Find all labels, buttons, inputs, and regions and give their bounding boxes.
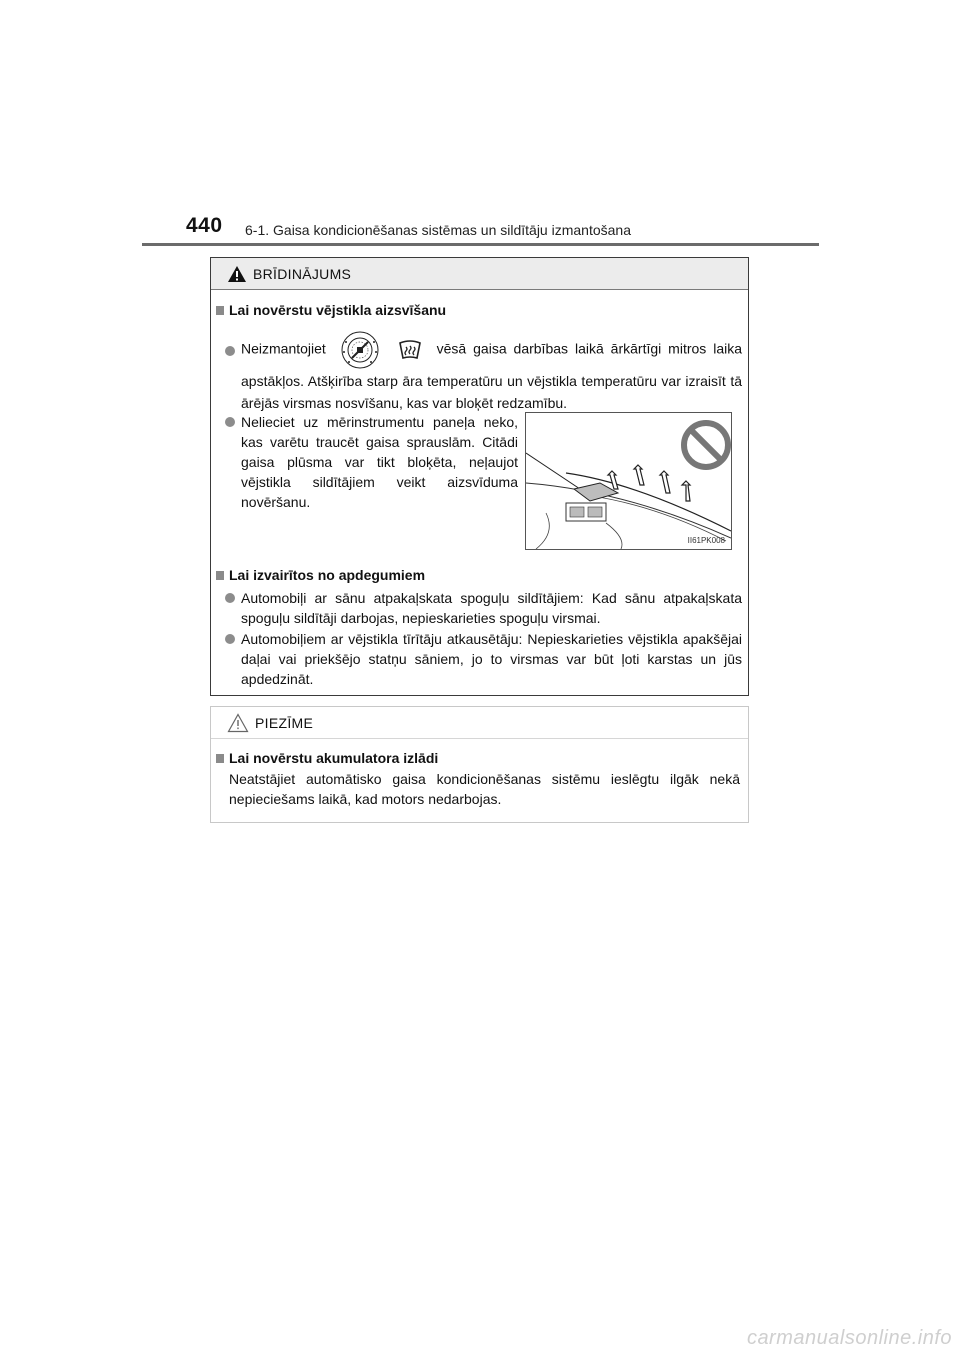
svg-text:·: ·	[359, 332, 361, 336]
note-box	[210, 706, 749, 823]
illustration-code: II61PK008	[687, 536, 725, 545]
page-number: 440	[186, 214, 223, 237]
dashboard-illustration	[525, 412, 732, 550]
bullet1-pre: Neizmantojiet	[241, 340, 326, 357]
warning-box	[210, 257, 749, 696]
caution-outline-icon	[227, 713, 249, 733]
bullet-dashboard	[225, 412, 518, 512]
section-title-defog-text: Lai novērstu vējstikla aizsvīšanu	[229, 302, 447, 318]
header-rule	[142, 243, 819, 246]
warning-header	[211, 258, 748, 290]
section-title-battery-text: Lai novērstu akumulatora izlādi	[229, 750, 439, 766]
note-heading: PIEZĪME	[255, 714, 314, 731]
round-bullet-icon	[225, 346, 235, 356]
mode-dial-icon	[337, 330, 383, 370]
square-bullet-icon	[216, 306, 224, 315]
note-header	[211, 707, 748, 739]
square-bullet-icon	[216, 571, 224, 580]
bullet-wiper-deicer	[225, 629, 742, 689]
bullet-no-cool-air	[225, 330, 742, 414]
prohibited-icon	[684, 423, 728, 467]
bullet1-post: vēsā gaisa darbības laikā ārkārtīgi mitros laika apstākļos. Atšķirība starp āra temperatūru un vējstikla temperatūru var izraisīt tā ārējās virsmas nosvīšanu, kas var bloķēt redzamību.	[241, 340, 743, 411]
bullet2-text: Nelieciet uz mērinstrumentu paneļa neko, kas varētu traucēt gaisa sprauslām. Citādi gaisa plūsma var tikt bloķēta, neļaujot vējstikla sildītājiem veikt aizsvīduma novēršanu.	[241, 414, 518, 510]
page-header-title: 6-1. Gaisa kondicionēšanas sistēmas un sildītāju izmantošana	[245, 222, 631, 238]
warning-triangle-icon	[227, 265, 247, 283]
bullet-mirror-heaters	[225, 588, 742, 628]
section-title-burns	[215, 567, 425, 583]
square-bullet-icon	[216, 754, 224, 763]
round-bullet-icon	[225, 634, 235, 644]
section-title-defog	[215, 302, 446, 318]
section-title-burns-text: Lai izvairītos no apdegumiem	[229, 567, 426, 583]
bullet3-text: Automobiļi ar sānu atpakaļskata spoguļu sildītājiem: Kad sānu atpakaļskata spoguļu sildītāji darbojas, nepieskarieties spoguļu virsmai.	[241, 590, 742, 626]
round-bullet-icon	[225, 593, 235, 603]
round-bullet-icon	[225, 417, 235, 427]
section-title-battery	[215, 750, 438, 766]
note-body: Neatstājiet automātisko gaisa kondicionēšanas sistēmu ieslēgtu ilgāk nekā nepieciešams laikā, kad motors nedarbojas.	[229, 771, 740, 807]
warning-heading: BRĪDINĀJUMS	[253, 265, 352, 282]
windshield-defroster-icon	[398, 340, 422, 360]
bullet4-text: Automobiļiem ar vējstikla tīrītāju atkausētāju: Nepieskarieties vējstikla apakšējai daļai vai priekšējo statņu sāniem, jo to virsmas var būt ļoti karstas un jūs apdedzināt.	[241, 631, 742, 687]
watermark: carmanualsonline.info	[746, 1327, 952, 1349]
